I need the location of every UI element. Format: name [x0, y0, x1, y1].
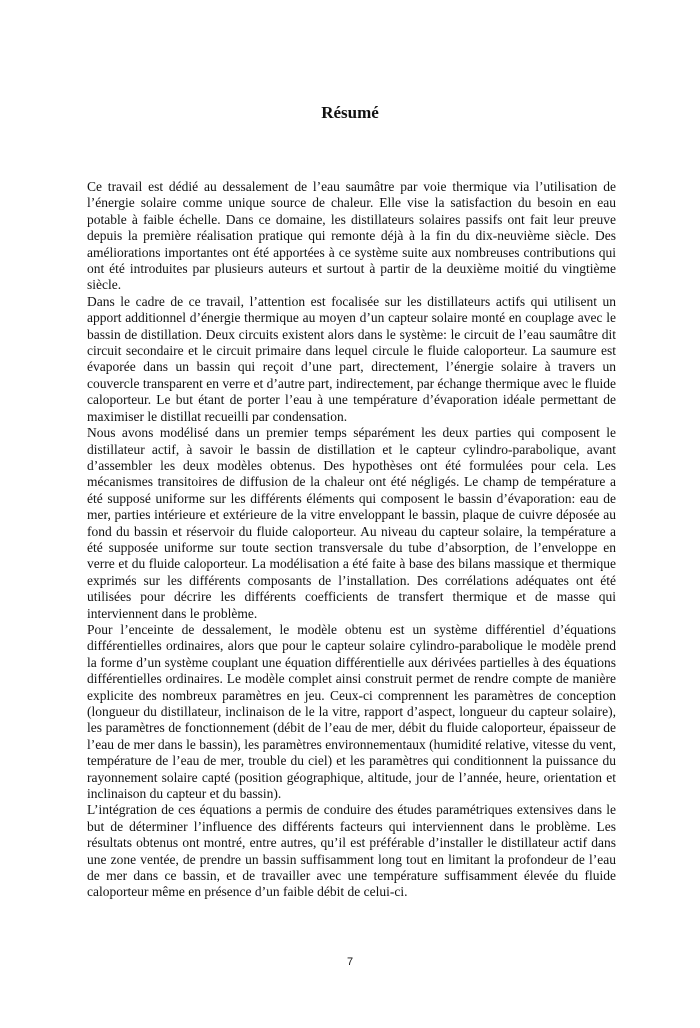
paragraph-3: Nous avons modélisé dans un premier temps séparément les deux parties qui composent le distillateur actif, à savoir le bassin de distillation et le capteur cylindro-parabolique, avant d’assembler les deux modèles obtenus. Des hypothèses ont été formulées pour cela. Les mécanismes transitoires de diffusion de la chaleur ont été négligés. Le champ de température a été supposé uniforme sur les différents éléments qui composent le bassin d’évaporation: eau de mer, parties intérieure et extérieure de la vitre enveloppant le bassin, plaque de cuivre déposée au fond du bassin et réservoir du fluide caloporteur. Au niveau du capteur solaire, la température a été supposée uniforme sur toute section transversale du tube d’absorption, de l’enveloppe en verre et du fluide caloporteur. La modélisation a été faite à base des bilans massique et thermique exprimés sur les différents composants de l’installation. Des corrélations adéquates ont été utilisées pour décrire les différents coefficients de transfert thermique et de masse qui interviennent dans le problème.: [87, 425, 616, 621]
paragraph-4: Pour l’enceinte de dessalement, le modèle obtenu est un système différentiel d’équations différentielles ordinaires, alors que pour le capteur solaire cylindro-parabolique le modèle prend la forme d’un système couplant une équation différentielle aux dérivées partielles à des équations différentielles ordinaires. Le modèle complet ainsi construit permet de rendre compte de manière explicite des nombreux paramètres en jeu. Ceux-ci comprennent les paramètres de conception (longueur du distillateur, inclinaison de le la vitre, rapport d’aspect, longueur du capteur solaire), les paramètres de fonctionnement (débit de l’eau de mer, débit du fluide caloporteur, épaisseur de l’eau de mer dans le bassin), les paramètres environnementaux (humidité relative, vitesse du vent, température de l’eau de mer, trouble du ciel) et les paramètres qui conditionnent la puissance du rayonnement solaire capté (position géographique, altitude, jour de l’année, heure, orientation et inclinaison du capteur et du bassin).: [87, 621, 616, 802]
page-number: 7: [346, 956, 354, 968]
page-title: Résumé: [321, 103, 379, 122]
abstract-body: [87, 179, 616, 901]
paragraph-5: L’intégration de ces équations a permis de conduire des études paramétriques extensives dans le but de déterminer l’influence des différents facteurs qui interviennent dans le problème. Les résultats obtenus ont montré, entre autres, qu’il est préférable d’installer le distillateur actif dans une zone ventée, de prendre un bassin suffisamment long tout en limitant la profondeur de l’eau de mer dans ce bassin, et de travailler avec une température suffisamment élevée du fluide caloporteur même en présence d’un faible débit de celui-ci.: [87, 802, 616, 900]
paragraph-2: Dans le cadre de ce travail, l’attention est focalisée sur les distillateurs actifs qui utilisent un apport additionnel d’énergie thermique au moyen d’un capteur solaire monté en couplage avec le bassin de distillation. Deux circuits existent alors dans le système: le circuit de l’eau saumâtre dit circuit secondaire et le circuit primaire dans lequel circule le fluide caloporteur. La saumure est évaporée dans un bassin qui reçoit d’une part, directement, l’énergie solaire à travers un couvercle transparent en verre et d’autre part, indirectement, par échange thermique avec le fluide caloporteur. Le but étant de porter l’eau à une température d’évaporation idéale permettant de maximiser le distillat recueilli par condensation.: [87, 293, 616, 424]
paragraph-1: Ce travail est dédié au dessalement de l’eau saumâtre par voie thermique via l’utilisation de l’énergie solaire comme unique source de chaleur. Elle vise la satisfaction du besoin en eau potable à faible échelle. Dans ce domaine, les distillateurs solaires passifs ont fait leur preuve depuis la première réalisation pratique qui remonte déjà à la fin du dix-neuvième siècle. Des améliorations importantes ont été apportées à ce système suite aux nombreuses contributions qui ont été introduites par plusieurs auteurs et surtout à partir de la deuxième moitié du vingtième siècle.: [87, 179, 616, 293]
